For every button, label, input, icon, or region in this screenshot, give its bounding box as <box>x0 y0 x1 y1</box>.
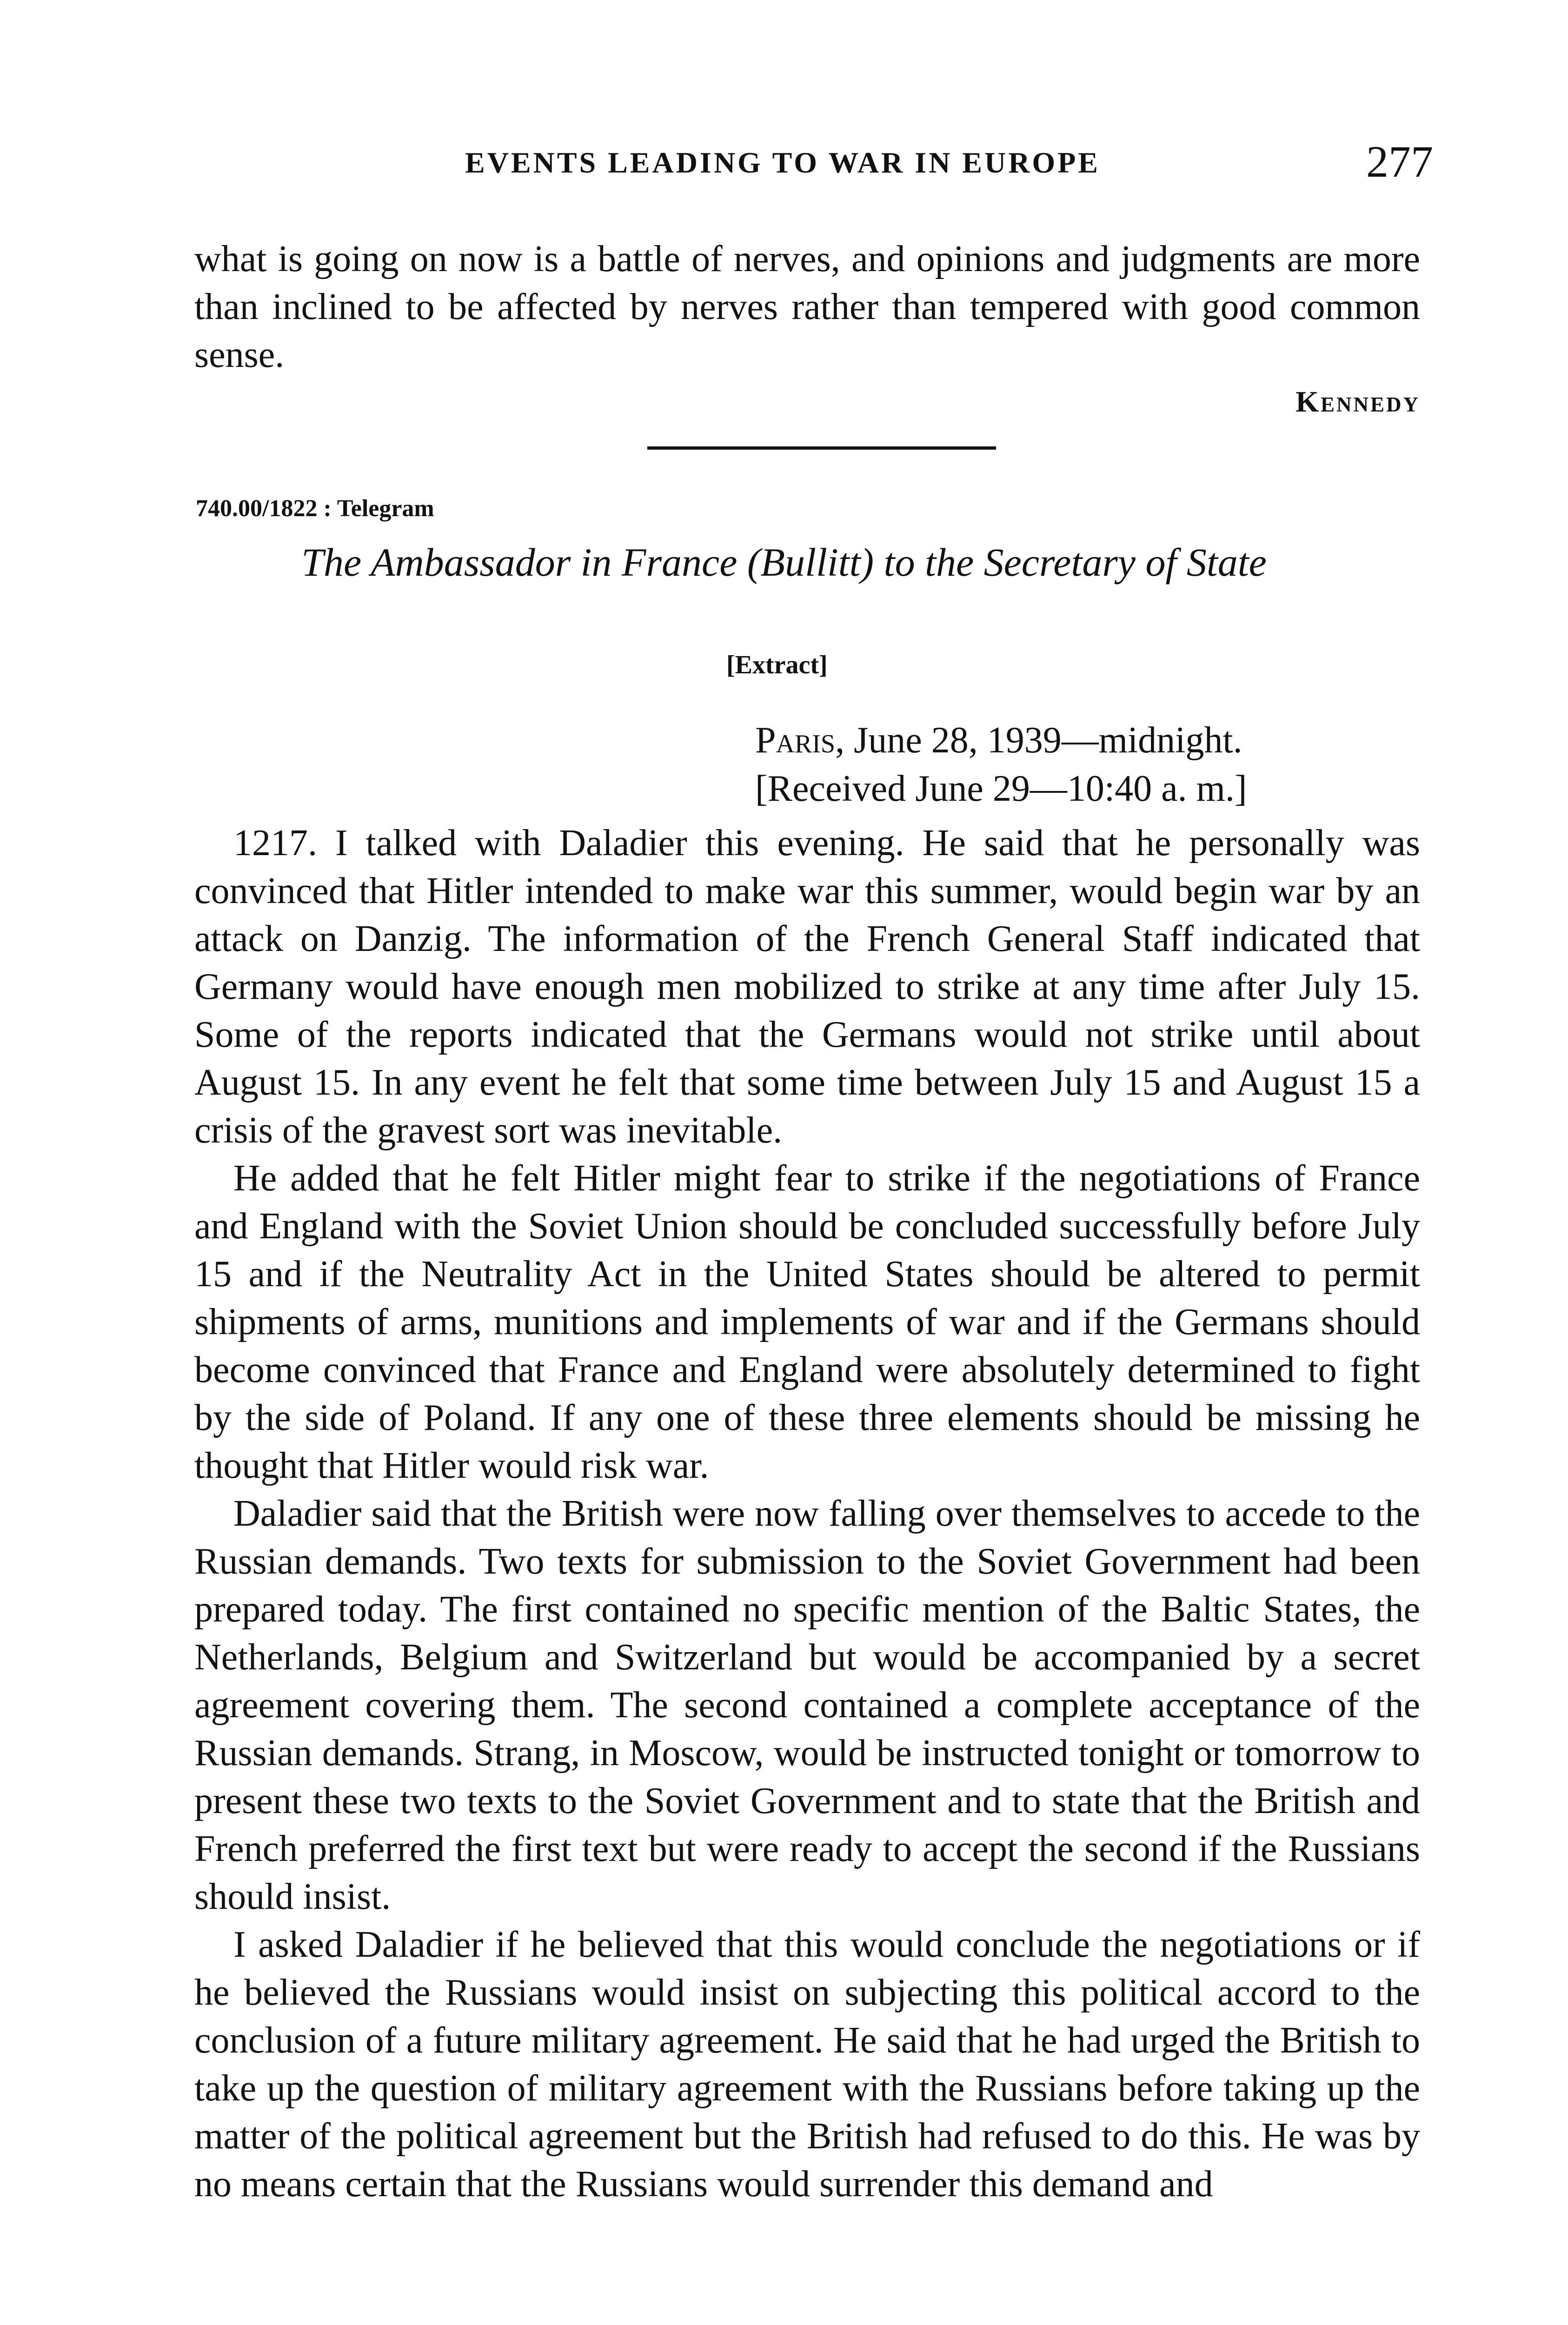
section-divider <box>647 446 996 450</box>
dateline-city: Paris, <box>755 720 845 761</box>
extract-note: [Extract] <box>726 651 828 679</box>
file-reference: 740.00/1822 : Telegram <box>196 495 434 522</box>
body-text <box>194 819 1420 2208</box>
dateline-received: [Received June 29—10:40 a. m.] <box>755 768 1247 809</box>
continuation-block <box>194 235 1420 379</box>
dateline-date: June 28, 1939—midnight. <box>854 720 1242 761</box>
body-paragraph-4: I asked Daladier if he believed that this would conclude the negotiations or if he believed the Russians would insist on subjecting this political accord to the conclusion of a future military agreement. He said that he had urged the British to take up the question of military agreement with the Russians before taking up the matter of the political agreement but the British had refused to do this. He was by no means certain that the Russians would surrender this demand and <box>194 1924 1420 2205</box>
dateline <box>755 716 1420 813</box>
document-title: The Ambassador in France (Bullitt) to the Secretary of State <box>301 540 1267 585</box>
page-number: 277 <box>1366 137 1433 186</box>
signature-name: Kennedy <box>1296 385 1420 418</box>
body-paragraph-2: He added that he felt Hitler might fear to strike if the negotiations of France and England with the Soviet Union should be concluded successfully before July 15 and if the Neutrality Act in the United States should be altered to permit shipments of arms, munitions and implements of war and if the Germans should become convinced that France and England were absolutely determined to fight by the side of Poland. If any one of these three elements should be missing he thought that Hitler would risk war. <box>194 1158 1420 1486</box>
signature <box>1296 387 1420 417</box>
continuation-paragraph: what is going on now is a battle of nerves, and opinions and judgments are more than inclined to be affected by nerves rather than tempered with good common sense. <box>194 239 1420 375</box>
running-head: EVENTS LEADING TO WAR IN EUROPE <box>465 146 1100 179</box>
body-paragraph-1: 1217. I talked with Daladier this evening. He said that he personally was convinced that Hitler intended to make war this summer, would begin war by an attack on Danzig. The information of the French General Staff indicated that Germany would have enough men mobilized to strike at any time after July 15. Some of the reports indicated that the Germans would not strike until about August 15. In any event he felt that some time between July 15 and August 15 a crisis of the gravest sort was inevitable. <box>194 823 1420 1151</box>
body-paragraph-3: Daladier said that the British were now falling over themselves to accede to the Russian demands. Two texts for submission to the Soviet Government had been prepared today. The first contained no specific mention of the Baltic States, the Netherlands, Belgium and Switzerland but would be accompanied by a secret agreement covering them. The second contained a complete acceptance of the Russian demands. Strang, in Moscow, would be instructed tonight or tomorrow to present these two texts to the Soviet Government and to state that the British and French preferred the first text but were ready to accept the second if the Russians should insist. <box>194 1493 1420 1917</box>
dateline-sent <box>755 716 1420 764</box>
